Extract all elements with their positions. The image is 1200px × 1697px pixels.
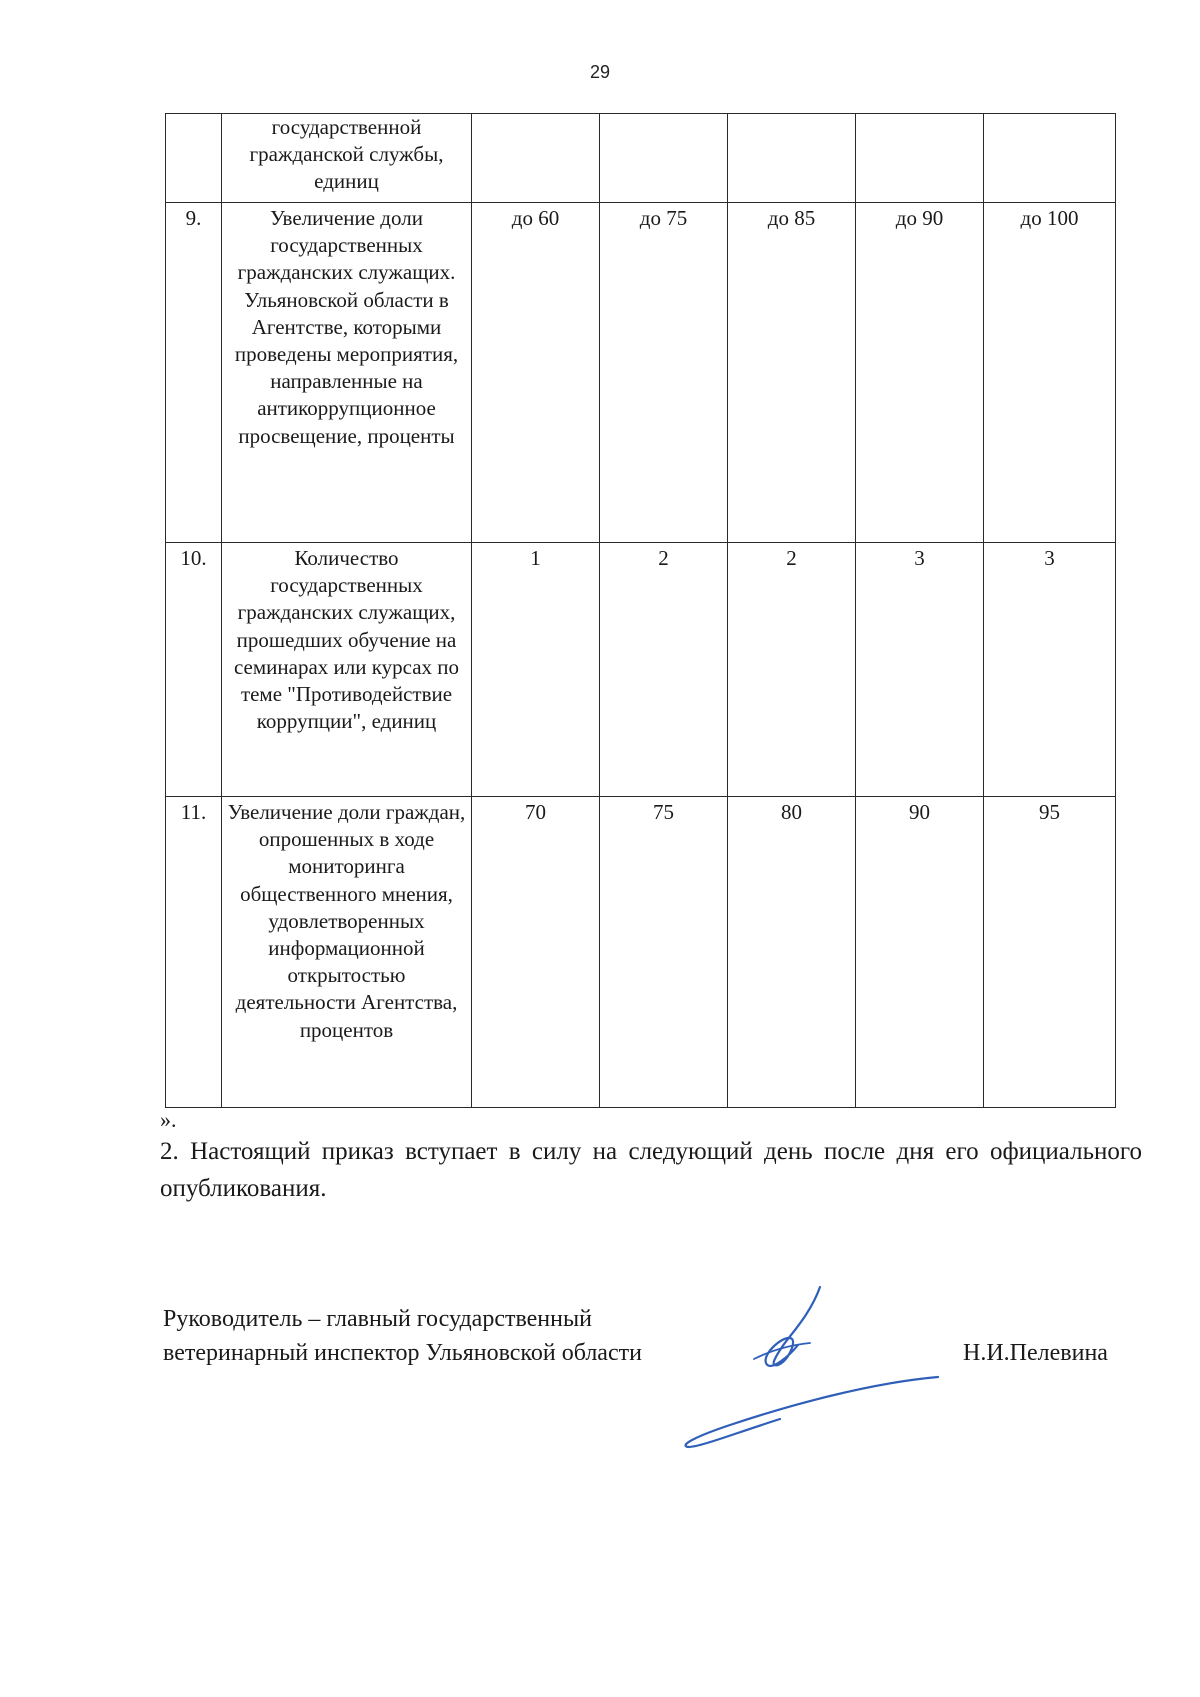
indicators-table [165,113,1116,1108]
row-value: 2 [600,543,728,797]
row-value: до 60 [472,203,600,543]
table-row [166,543,1116,797]
table-row [166,203,1116,543]
signatory-title-line-2: ветеринарный инспектор Ульяновской области [163,1340,642,1366]
row-value: 2 [728,543,856,797]
row-value: 3 [856,543,984,797]
row-description: Увеличение доли государственных гражданских служащих. Ульяновской области в Агентстве, которыми проведены мероприятия, направленные на антикоррупционное просвещение, проценты [222,203,472,543]
row-number: 9. [166,203,222,543]
row-value [984,114,1116,203]
row-value: 95 [984,797,1116,1108]
paragraph-effective-date: 2. Настоящий приказ вступает в силу на следующий день после дня его официального опубликования. [160,1138,1142,1202]
row-description: Количество государственных гражданских служащих, прошедших обучение на семинарах или курсах по теме "Противодействие коррупции", единиц [222,543,472,797]
signatory-title-line-1: Руководитель – главный государственный [163,1306,592,1332]
row-value [600,114,728,203]
signatory-title [163,1302,642,1370]
row-description: Увеличение доли граждан, опрошенных в ходе мониторинга общественного мнения, удовлетворенных информационной открытостью деятельности Агентства, процентов [222,797,472,1108]
row-number: 10. [166,543,222,797]
handwritten-signature [670,1285,970,1465]
signature-stroke [686,1377,938,1447]
row-value: 1 [472,543,600,797]
row-number [166,114,222,203]
closing-quote: ». [160,1107,177,1132]
row-value: до 85 [728,203,856,543]
row-value: 90 [856,797,984,1108]
signature-stroke [766,1287,820,1366]
page-number: 29 [589,62,611,82]
row-value: 70 [472,797,600,1108]
row-value: 3 [984,543,1116,797]
row-value: 80 [728,797,856,1108]
row-value [728,114,856,203]
row-value [472,114,600,203]
signatory-name: Н.И.Пелевина [963,1340,1108,1366]
row-value: 75 [600,797,728,1108]
table-row [166,114,1116,203]
row-value [856,114,984,203]
row-value: до 90 [856,203,984,543]
row-value: до 100 [984,203,1116,543]
row-value: до 75 [600,203,728,543]
row-number: 11. [166,797,222,1108]
row-description: государственной гражданской службы, единиц [222,114,472,203]
table-row [166,797,1116,1108]
